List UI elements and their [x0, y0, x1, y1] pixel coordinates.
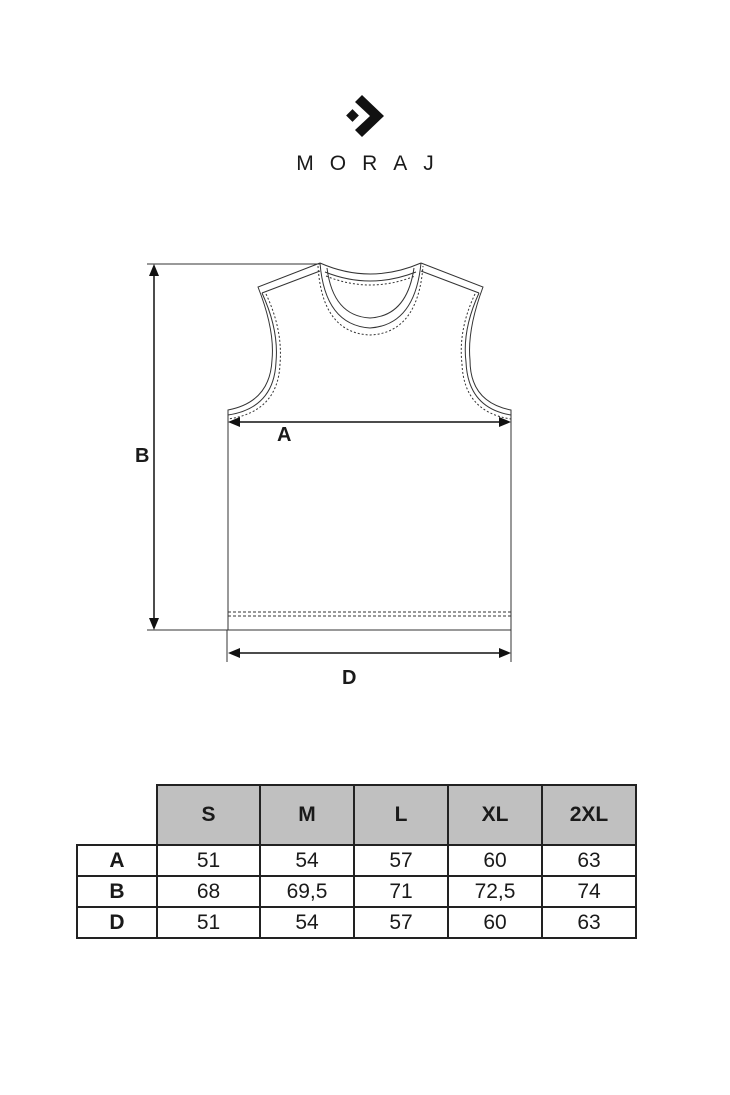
table-header-row — [77, 785, 636, 845]
row-header: D — [77, 907, 157, 938]
dimension-label-b: B — [135, 445, 150, 467]
table-row — [77, 907, 636, 938]
column-header-size: XL — [448, 785, 542, 845]
table-cell: 60 — [448, 845, 542, 876]
arrow-down-icon — [149, 618, 159, 630]
table-cell: 60 — [448, 907, 542, 938]
arrow-right-icon — [499, 648, 511, 658]
dimension-label-d: D — [342, 667, 357, 689]
size-chart-table — [76, 784, 637, 939]
column-header-size: M — [260, 785, 354, 845]
table-cell: 63 — [542, 907, 636, 938]
table-cell: 71 — [354, 876, 448, 907]
row-header: A — [77, 845, 157, 876]
table-cell: 69,5 — [260, 876, 354, 907]
arrow-right-icon — [499, 417, 511, 427]
arrow-left-icon — [228, 648, 240, 658]
table-cell: 54 — [260, 845, 354, 876]
table-cell: 54 — [260, 907, 354, 938]
row-header: B — [77, 876, 157, 907]
table-cell: 68 — [157, 876, 260, 907]
table-row — [77, 845, 636, 876]
column-header-size: 2XL — [542, 785, 636, 845]
table-corner — [77, 785, 157, 845]
table-cell: 57 — [354, 845, 448, 876]
column-header-size: L — [354, 785, 448, 845]
column-header-size: S — [157, 785, 260, 845]
table-cell: 74 — [542, 876, 636, 907]
table-cell: 51 — [157, 907, 260, 938]
arrow-left-icon — [228, 417, 240, 427]
table-cell: 57 — [354, 907, 448, 938]
arrow-up-icon — [149, 264, 159, 276]
brand-name: MORAJ — [296, 152, 450, 175]
table-cell: 51 — [157, 845, 260, 876]
table-row — [77, 876, 636, 907]
table-cell: 63 — [542, 845, 636, 876]
table-cell: 72,5 — [448, 876, 542, 907]
dimension-label-a: A — [277, 424, 292, 446]
